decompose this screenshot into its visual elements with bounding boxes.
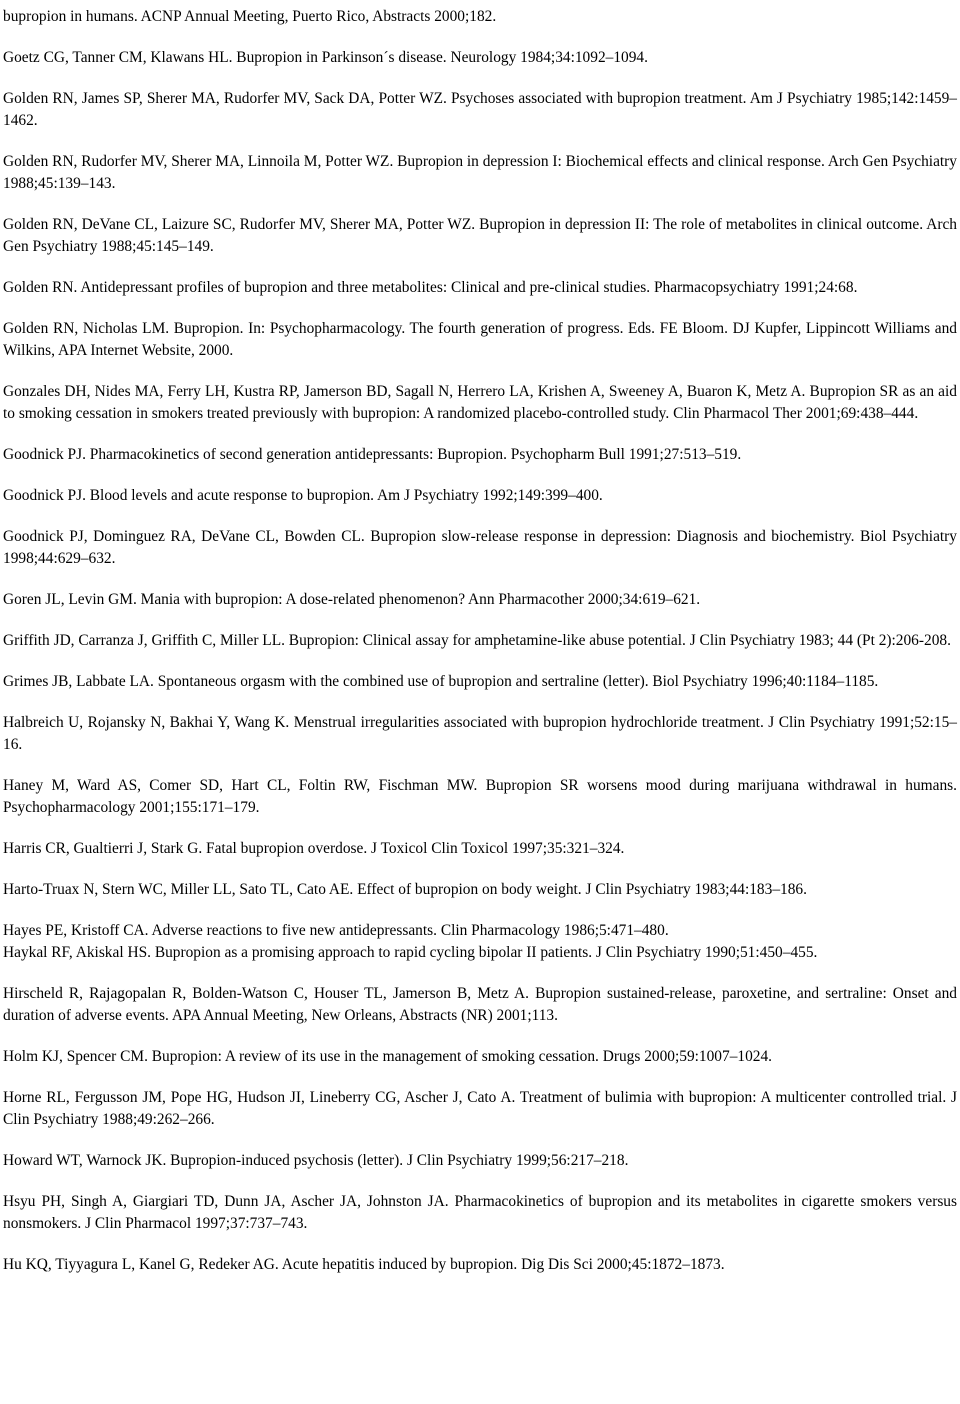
reference-entry: Halbreich U, Rojansky N, Bakhai Y, Wang K. Menstrual irregularities associated with bupropion hydrochloride treatment. J Clin Psychiatry 1991;52:15–16. [3,714,957,753]
reference-entry: Hayes PE, Kristoff CA. Adverse reactions to five new antidepressants. Clin Pharmacology 1986;5:471–480. [3,922,669,939]
reference-entry: Goodnick PJ, Dominguez RA, DeVane CL, Bowden CL. Bupropion slow-release response in depression: Diagnosis and biochemistry. Biol Psychiatry 1998;44:629–632. [3,528,957,567]
reference-entry: Horne RL, Fergusson JM, Pope HG, Hudson JI, Lineberry CG, Ascher J, Cato A. Treatment of bulimia with bupropion: A multicenter controlled trial. J Clin Psychiatry 1988;49:262–266. [3,1089,957,1128]
reference-entry: Grimes JB, Labbate LA. Spontaneous orgasm with the combined use of bupropion and sertraline (letter). Biol Psychiatry 1996;40:1184–1185. [3,673,879,690]
reference-entry: Golden RN, DeVane CL, Laizure SC, Rudorfer MV, Sherer MA, Potter WZ. Bupropion in depression II: The role of metabolites in clinical outcome. Arch Gen Psychiatry 1988;45:145–149. [3,216,957,255]
reference-entry: Golden RN, James SP, Sherer MA, Rudorfer MV, Sack DA, Potter WZ. Psychoses associated with bupropion treatment. Am J Psychiatry 1985;142:1459–1462. [3,90,957,129]
reference-entry: Goren JL, Levin GM. Mania with bupropion: A dose-related phenomenon? Ann Pharmacother 2000;34:619–621. [3,591,701,608]
reference-entry: Goodnick PJ. Blood levels and acute response to bupropion. Am J Psychiatry 1992;149:399–400. [3,487,603,504]
reference-entry: Hu KQ, Tiyyagura L, Kanel G, Redeker AG. Acute hepatitis induced by bupropion. Dig Dis Sci 2000;45:1872–1873. [3,1256,725,1273]
reference-entry: Golden RN, Nicholas LM. Bupropion. In: Psychopharmacology. The fourth generation of progress. Eds. FE Bloom. DJ Kupfer, Lippincott Williams and Wilkins, APA Internet Website, 2000. [3,320,957,359]
reference-entry: Hsyu PH, Singh A, Giargiari TD, Dunn JA, Ascher JA, Johnston JA. Pharmacokinetics of bupropion and its metabolites in cigarette smokers versus nonsmokers. J Clin Pharmacol 1997;37:737–743. [3,1193,957,1232]
reference-entry: Goetz CG, Tanner CM, Klawans HL. Bupropion in Parkinson´s disease. Neurology 1984;34:1092–1094. [3,49,648,66]
reference-entry: Haney M, Ward AS, Comer SD, Hart CL, Foltin RW, Fischman MW. Bupropion SR worsens mood during marijuana withdrawal in humans. Psychopharmacology 2001;155:171–179. [3,777,957,816]
reference-entry: Howard WT, Warnock JK. Bupropion-induced psychosis (letter). J Clin Psychiatry 1999;56:217–218. [3,1152,629,1169]
reference-entry: Holm KJ, Spencer CM. Bupropion: A review of its use in the management of smoking cessation. Drugs 2000;59:1007–1024. [3,1048,773,1065]
reference-entry: Gonzales DH, Nides MA, Ferry LH, Kustra RP, Jamerson BD, Sagall N, Herrero LA, Krishen A, Sweeney A, Buaron K, Metz A. Bupropion SR as an aid to smoking cessation in smokers treated previously with bupropion: A randomized placebo-controlled study. Clin Pharmacol Ther 2001;69:438–444. [3,383,957,422]
reference-entry: Golden RN. Antidepressant profiles of bupropion and three metabolites: Clinical and pre-clinical studies. Pharmacopsychiatry 1991;24:68. [3,279,858,296]
reference-entry: Griffith JD, Carranza J, Griffith C, Miller LL. Bupropion: Clinical assay for amphetamine-like abuse potential. J Clin Psychiatry 1983; 44 (Pt 2):206-208. [3,632,951,649]
reference-entry: Goodnick PJ. Pharmacokinetics of second generation antidepressants: Bupropion. Psychopharm Bull 1991;27:513–519. [3,446,742,463]
reference-entry: Golden RN, Rudorfer MV, Sherer MA, Linnoila M, Potter WZ. Bupropion in depression I: Biochemical effects and clinical response. Arch Gen Psychiatry 1988;45:139–143. [3,153,957,192]
reference-entry: Harris CR, Gualtierri J, Stark G. Fatal bupropion overdose. J Toxicol Clin Toxicol 1997;35:321–324. [3,840,625,857]
reference-entry: bupropion in humans. ACNP Annual Meeting, Puerto Rico, Abstracts 2000;182. [3,8,497,25]
reference-entry: Hirscheld R, Rajagopalan R, Bolden-Watson C, Houser TL, Jamerson B, Metz A. Bupropion sustained-release, paroxetine, and sertraline: Onset and duration of adverse events. APA Annual Meeting, New Orleans, Abstracts (NR) 2001;113. [3,985,957,1024]
reference-entry: Harto-Truax N, Stern WC, Miller LL, Sato TL, Cato AE. Effect of bupropion on body weight. J Clin Psychiatry 1983;44:183–186. [3,881,807,898]
reference-entry: Haykal RF, Akiskal HS. Bupropion as a promising approach to rapid cycling bipolar II patients. J Clin Psychiatry 1990;51:450–455. [3,944,818,961]
